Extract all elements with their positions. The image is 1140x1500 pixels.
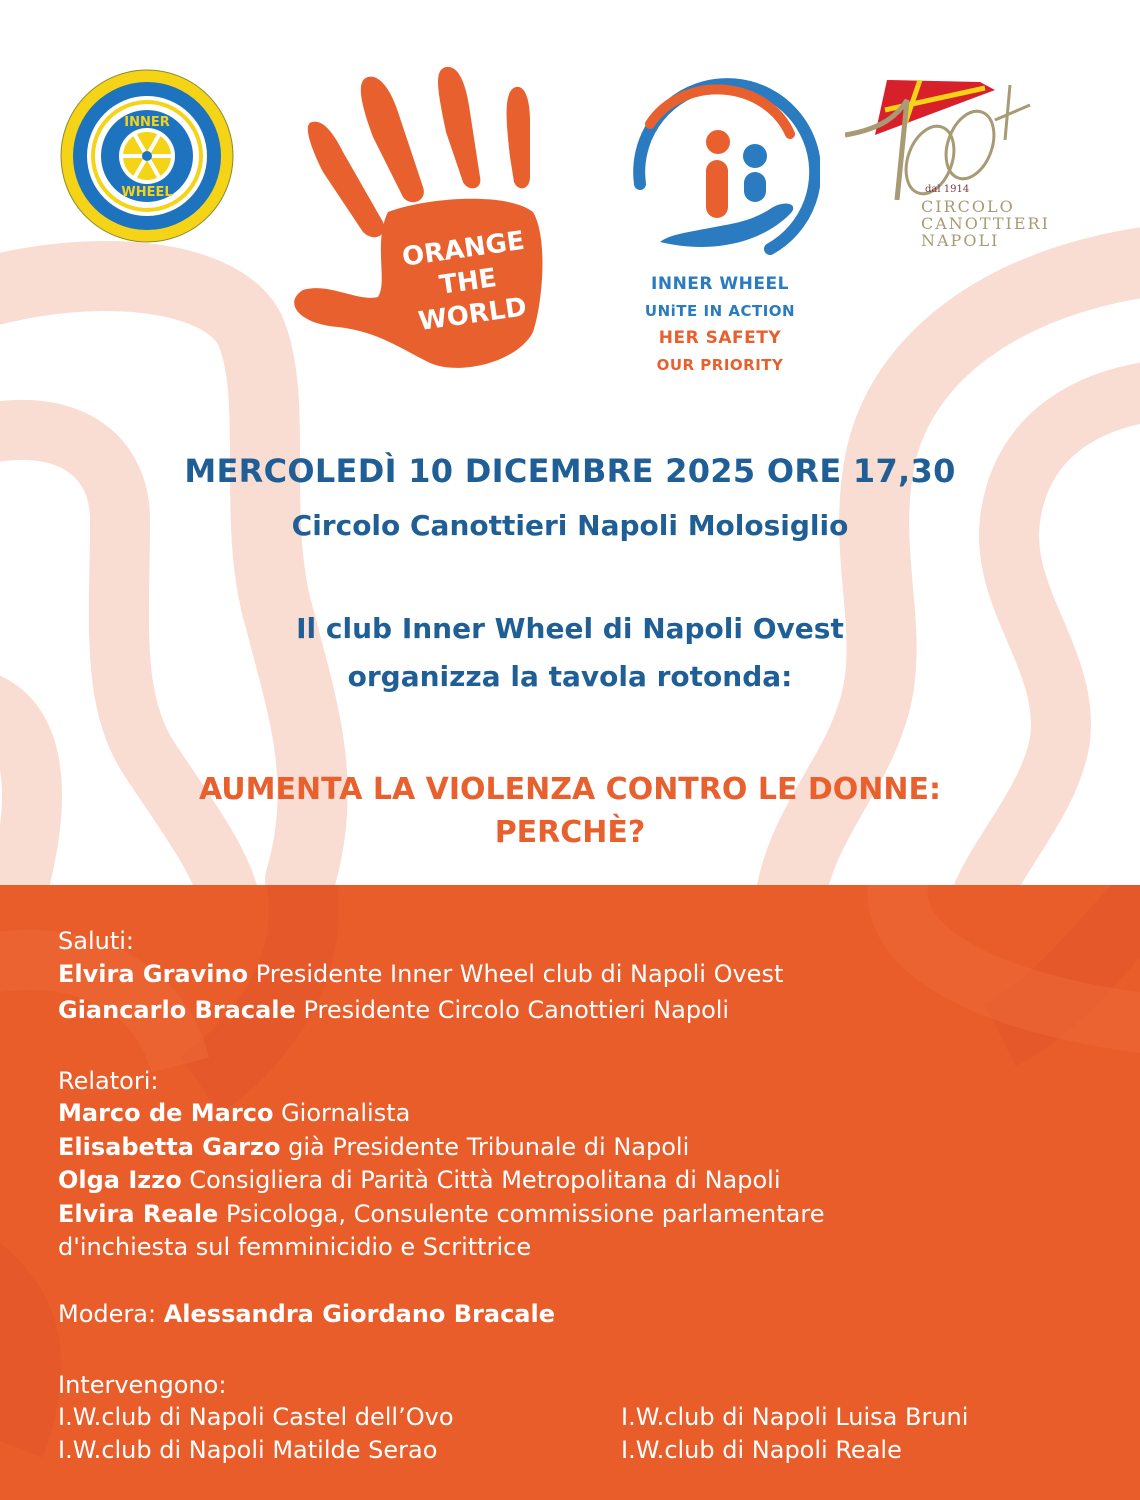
relatore-3 <box>58 1166 781 1194</box>
program-band <box>0 885 1140 1500</box>
modera-label: Modera: <box>58 1300 157 1328</box>
relatore-4 <box>58 1200 824 1228</box>
unite-in-action-logo <box>620 64 820 384</box>
intervengono-label: Intervengono: <box>58 1371 227 1399</box>
since-1914-label: dal 1914 <box>925 184 970 195</box>
person-name: Giancarlo Bracale <box>58 996 296 1024</box>
relatore-1 <box>58 1099 410 1127</box>
ccn-line-circolo: CIRCOLO <box>921 197 1015 216</box>
relatore-2 <box>58 1133 689 1161</box>
centenary-100-flag-icon <box>845 80 1055 200</box>
svg-text:THE: THE <box>437 263 499 301</box>
svg-text:WORLD: WORLD <box>416 292 529 338</box>
saluti-label: Saluti: <box>58 927 134 955</box>
unite-line-inner-wheel: INNER WHEEL <box>651 274 789 294</box>
organizer-line-1: Il club Inner Wheel di Napoli Ovest <box>296 612 844 645</box>
modera-line <box>58 1300 555 1328</box>
ccn-line-canottieri: CANOTTIERI <box>921 214 1050 233</box>
club-4: I.W.club di Napoli Reale <box>621 1436 902 1464</box>
unite-line-her-safety: HER SAFETY <box>658 328 782 348</box>
person-name: Marco de Marco <box>58 1099 274 1127</box>
logos-row <box>0 0 1140 400</box>
person-name: Elvira Gravino <box>58 960 249 988</box>
event-venue: Circolo Canottieri Napoli Molosiglio <box>291 509 849 542</box>
person-role: già Presidente Tribunale di Napoli <box>288 1133 690 1161</box>
event-title-line-2: PERCHÈ? <box>494 815 646 850</box>
event-date-time: MERCOLEDÌ 10 DICEMBRE 2025 ORE 17,30 <box>184 452 956 490</box>
person-role: Presidente Inner Wheel club di Napoli Ovest <box>255 960 784 988</box>
person-name: Elvira Reale <box>58 1200 219 1228</box>
person-role: Giornalista <box>281 1099 411 1127</box>
person-name: Olga Izzo <box>58 1166 182 1194</box>
svg-text:ORANGE: ORANGE <box>400 225 527 273</box>
unite-line-unite-in-action: UNiTE IN ACTION <box>644 302 796 320</box>
orange-the-world-hand-logo <box>278 62 568 382</box>
unite-emblem-icon <box>620 64 820 264</box>
person-role: Presidente Circolo Canottieri Napoli <box>303 996 730 1024</box>
person-role: Consigliera di Parità Città Metropolitana di Napoli <box>189 1166 781 1194</box>
relatore-4-continuation: d'inchiesta sul femminicidio e Scrittrice <box>58 1233 532 1261</box>
organizer-line-2: organizza la tavola rotonda: <box>347 660 793 693</box>
svg-text:WHEEL: WHEEL <box>121 185 173 200</box>
ccn-line-napoli: NAPOLI <box>921 231 1000 250</box>
club-2: I.W.club di Napoli Luisa Bruni <box>621 1403 969 1431</box>
saluti-person-2 <box>58 996 729 1024</box>
moderator-name: Alessandra Giordano Bracale <box>163 1300 556 1328</box>
circolo-canottieri-napoli-logo <box>845 80 1055 255</box>
person-name: Elisabetta Garzo <box>58 1133 281 1161</box>
saluti-person-1 <box>58 960 783 988</box>
svg-text:INNER: INNER <box>124 115 170 130</box>
relatori-label: Relatori: <box>58 1067 159 1095</box>
unite-line-our-priority: OUR PRIORITY <box>656 356 784 374</box>
person-role: Psicologa, Consulente commissione parlamentare <box>225 1200 825 1228</box>
club-1: I.W.club di Napoli Castel dell’Ovo <box>58 1403 454 1431</box>
event-title-line-1: AUMENTA LA VIOLENZA CONTRO LE DONNE: <box>198 772 941 807</box>
inner-wheel-emblem-logo <box>52 68 242 243</box>
club-3: I.W.club di Napoli Matilde Serao <box>58 1436 438 1464</box>
